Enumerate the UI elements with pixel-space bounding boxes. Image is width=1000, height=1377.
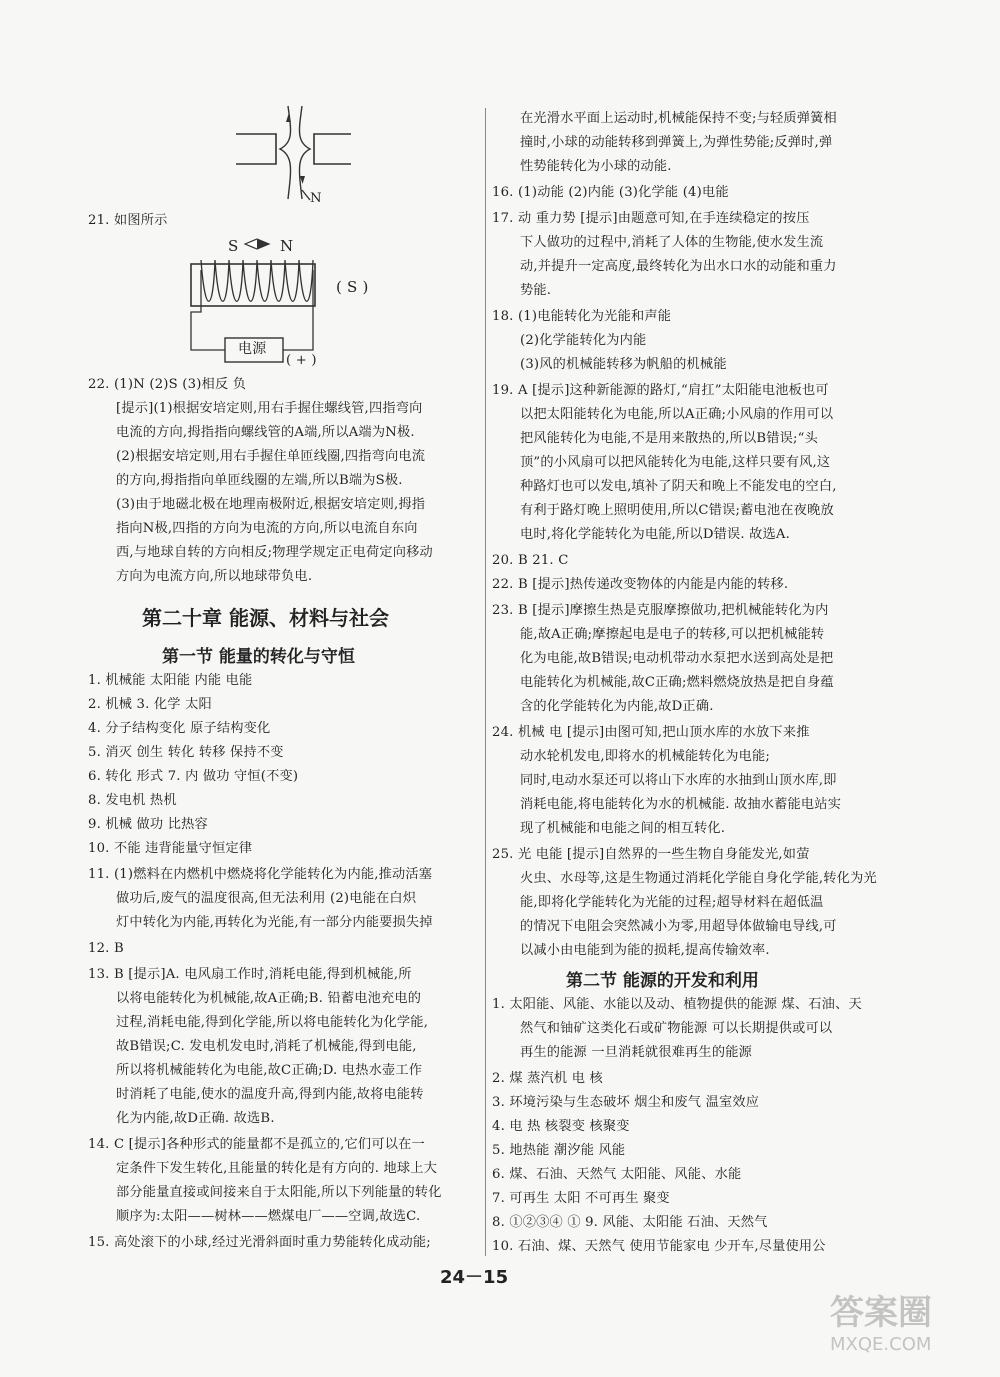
- coil-left-pole: S: [228, 237, 239, 255]
- answer-line: 14. C [提示]各种形式的能量都不是孤立的,它们可以在一: [88, 1137, 425, 1152]
- fig-n-label: N: [310, 191, 322, 206]
- q22-line: (3)由于地磁北极在地理南极附近,根据安培定则,拇指: [116, 497, 426, 512]
- answer-line: 过程,消耗电能,得到化学能,所以将电能转化为化学能,: [116, 1015, 429, 1030]
- answer-line: 部分能量直接或间接来自于太阳能,所以下列能量的转化: [116, 1185, 442, 1200]
- answer-line: 消耗电能,将电能转化为水的机械能. 故抽水蓄能电站实: [520, 797, 842, 812]
- chapter-title: 第二十章 能源、材料与社会: [142, 606, 389, 630]
- answer-line: 11. (1)燃料在内燃机中燃烧将化学能转化为内能,推动活塞: [88, 867, 433, 882]
- answer-line: 10. 石油、煤、天然气 使用节能家电 少开车,尽量使用公: [492, 1239, 826, 1254]
- answer-line: 顶”的小风扇可以把风能转化为电能,这样只要有风,这: [520, 455, 831, 470]
- answer-line: 撞时,小球的动能转移到弹簧上,为弹性势能;反弹时,弹: [520, 135, 833, 150]
- section1-title: 第一节 能量的转化与守恒: [162, 647, 355, 667]
- coil-side-label: ( S ): [336, 278, 369, 296]
- answer-line: 定条件下发生转化,且能量的转化是有方向的. 地球上大: [116, 1161, 438, 1176]
- answer-line: 6. 转化 形式 7. 内 做功 守恒(不变): [88, 769, 299, 784]
- answer-line: 下人做功的过程中,消耗了人体的生物能,使水发生流: [520, 235, 824, 250]
- answer-line: 化为内能,故D正确. 故选B.: [116, 1111, 275, 1126]
- answer-line: 20. B 21. C: [492, 553, 569, 568]
- q22-line: 西,与地球自转的方向相反;物理学规定正电荷定向移动: [116, 545, 433, 560]
- answer-line: 能,即将化学能转化为光能的过程;超导材料在超低温: [520, 895, 824, 910]
- answer-line: 性势能转化为小球的动能.: [520, 159, 672, 174]
- answer-line: 1. 太阳能、风能、水能以及动、植物提供的能源 煤、石油、天: [492, 997, 862, 1012]
- answer-line: 然气和铀矿这类化石或矿物能源 可以长期提供或可以: [520, 1021, 833, 1036]
- answer-line: 15. 高处滚下的小球,经过光滑斜面时重力势能转化成动能;: [88, 1235, 431, 1250]
- answer-line: 时消耗了电能,使水的温度升高,得到内能,故将电能转: [116, 1087, 424, 1102]
- answer-line: 19. A [提示]这种新能源的路灯,“肩扛”太阳能电池板也可: [492, 383, 829, 398]
- answer-line: 故B错误;C. 发电机发电时,消耗了机械能,得到电能,: [116, 1039, 417, 1054]
- answer-line: 再生的能源 一旦消耗就很难再生的能源: [520, 1045, 752, 1060]
- answer-line: 24. 机械 电 [提示]由图可知,把山顶水库的水放下来推: [492, 725, 810, 740]
- answer-line: 18. (1)电能转化为光能和声能: [492, 309, 672, 324]
- q22-line: 方向为电流方向,所以地球带负电.: [116, 569, 313, 584]
- q22-line: 的方向,拇指指向单匝线圈的左端,所以B端为S极.: [116, 473, 403, 488]
- answer-line: 种路灯也可以发电,填补了阴天和晚上不能发电的空白,: [520, 479, 837, 494]
- watermark-sub: MXQE.COM: [830, 1334, 932, 1355]
- answer-line: 电时,将化学能转化为电能,所以D错误. 故选A.: [520, 527, 791, 542]
- answer-line: 动,并提升一定高度,最终转化为出水口水的动能和重力: [520, 259, 837, 274]
- answer-line: (3)风的机械能转移为帆船的机械能: [520, 357, 727, 372]
- q22-line: 电流的方向,拇指指向螺线管的A端,所以A端为N极.: [116, 425, 415, 440]
- answer-line: 13. B [提示]A. 电风扇工作时,消耗电能,得到机械能,所: [88, 967, 412, 982]
- answer-line: 25. 光 电能 [提示]自然界的一些生物自身能发光,如萤: [492, 847, 810, 862]
- watermark-logo: [830, 1285, 990, 1375]
- source-label: 电源: [238, 341, 267, 357]
- answer-line: 势能.: [520, 283, 552, 298]
- answer-line: 能,故A正确;摩擦起电是电子的转移,可以把机械能转: [520, 627, 825, 642]
- answer-line: 含的化学能转化为内能,故D正确.: [520, 699, 714, 714]
- q21-label: 21. 如图所示: [88, 213, 168, 228]
- answer-line: 把风能转化为电能,不是用来散热的,所以B错误;“头: [520, 431, 819, 446]
- answer-line: 有利于路灯晚上照明使用,所以C错误;蓄电池在夜晚放: [520, 503, 834, 518]
- answer-line: 动水轮机发电,即将水的机械能转化为电能;: [520, 749, 771, 764]
- q22-line: [提示](1)根据安培定则,用右手握住螺线管,四指弯向: [116, 401, 423, 416]
- answer-line: 7. 可再生 太阳 不可再生 聚变: [492, 1191, 670, 1206]
- answer-line: 所以将机械能转化为电能,故C正确;D. 电热水壶工作: [116, 1063, 423, 1078]
- q22-line: (2)根据安培定则,用右手握住单匝线圈,四指弯向电流: [116, 449, 426, 464]
- answer-line: 5. 消灭 创生 转化 转移 保持不变: [88, 745, 284, 760]
- answer-line: 同时,电动水泵还可以将山下水库的水抽到山顶水库,即: [520, 773, 837, 788]
- column-divider: [485, 108, 486, 1256]
- answer-line: 4. 分子结构变化 原子结构变化: [88, 721, 271, 736]
- answer-line: 2. 煤 蒸汽机 电 核: [492, 1071, 603, 1086]
- answer-line: 现了机械能和电能之间的相互转化.: [520, 821, 726, 836]
- section2-title: 第二节 能源的开发和利用: [566, 971, 759, 991]
- answer-line: 化为电能,故B错误;电动机带动水泵把水送到高处是把: [520, 651, 834, 666]
- answer-line: 4. 电 热 核裂变 核聚变: [492, 1119, 630, 1134]
- answer-line: 10. 不能 违背能量守恒定律: [88, 841, 253, 856]
- answer-line: 灯中转化为内能,再转化为光能,有一部分内能要损失掉: [116, 915, 433, 930]
- answer-line: 做功后,废气的温度很高,但无法利用 (2)电能在白炽: [116, 891, 417, 906]
- q22-line: 22. (1)N (2)S (3)相反 负: [88, 377, 247, 392]
- answer-line: 火虫、水母等,这是生物通过消耗化学能自身化学能,转化为光: [520, 871, 877, 886]
- answer-line: 以将电能转化为机械能,故A正确;B. 铅蓄电池充电的: [116, 991, 422, 1006]
- q22-line: 指向N极,四指的方向为电流的方向,所以电流自东向: [116, 521, 418, 536]
- answer-line: (2)化学能转化为内能: [520, 333, 647, 348]
- answer-line: 顺序为:太阳——树林——燃煤电厂——空调,故选C.: [116, 1209, 421, 1224]
- answer-line: 3. 环境污染与生态破坏 烟尘和废气 温室效应: [492, 1095, 760, 1110]
- magnetic-field-figure: [236, 104, 366, 208]
- answer-line: 22. B [提示]热传递改变物体的内能是内能的转移.: [492, 577, 789, 592]
- coil-right-pole: N: [280, 237, 294, 255]
- answer-line: 的情况下电阻会突然减小为零,用超导体做输电导线,可: [520, 919, 837, 934]
- answer-line: 电能转化为机械能,故C正确;燃料燃烧放热是把自身蕴: [520, 675, 834, 690]
- answer-line: 9. 机械 做功 比热容: [88, 817, 208, 832]
- page-number: 24－15: [440, 1267, 509, 1288]
- answer-line: 17. 动 重力势 [提示]由题意可知,在手连续稳定的按压: [492, 211, 810, 226]
- answer-line: 16. (1)动能 (2)内能 (3)化学能 (4)电能: [492, 185, 729, 200]
- answer-line: 6. 煤、石油、天然气 太阳能、风能、水能: [492, 1167, 742, 1182]
- answer-line: 12. B: [88, 941, 124, 956]
- answer-line: 23. B [提示]摩擦生热是克服摩擦做功,把机械能转化为内: [492, 603, 829, 618]
- answer-line: 2. 机械 3. 化学 太阳: [88, 697, 212, 712]
- answer-line: 以减小由电能到为能的损耗,提高传输效率.: [520, 943, 770, 958]
- answer-line: 5. 地热能 潮汐能 风能: [492, 1143, 626, 1158]
- answer-line: 8. ①②③④ ① 9. 风能、太阳能 石油、天然气: [492, 1215, 768, 1230]
- answer-line: 在光滑水平面上运动时,机械能保持不变;与轻质弹簧相: [520, 111, 837, 126]
- answer-line: 以把太阳能转化为电能,所以A正确;小风扇的作用可以: [520, 407, 834, 422]
- watermark-main: 答案圈: [830, 1293, 932, 1333]
- answer-line: 1. 机械能 太阳能 内能 电能: [88, 673, 253, 688]
- answer-line: 8. 发电机 热机: [88, 793, 177, 808]
- plus-label: ( + ): [286, 353, 317, 368]
